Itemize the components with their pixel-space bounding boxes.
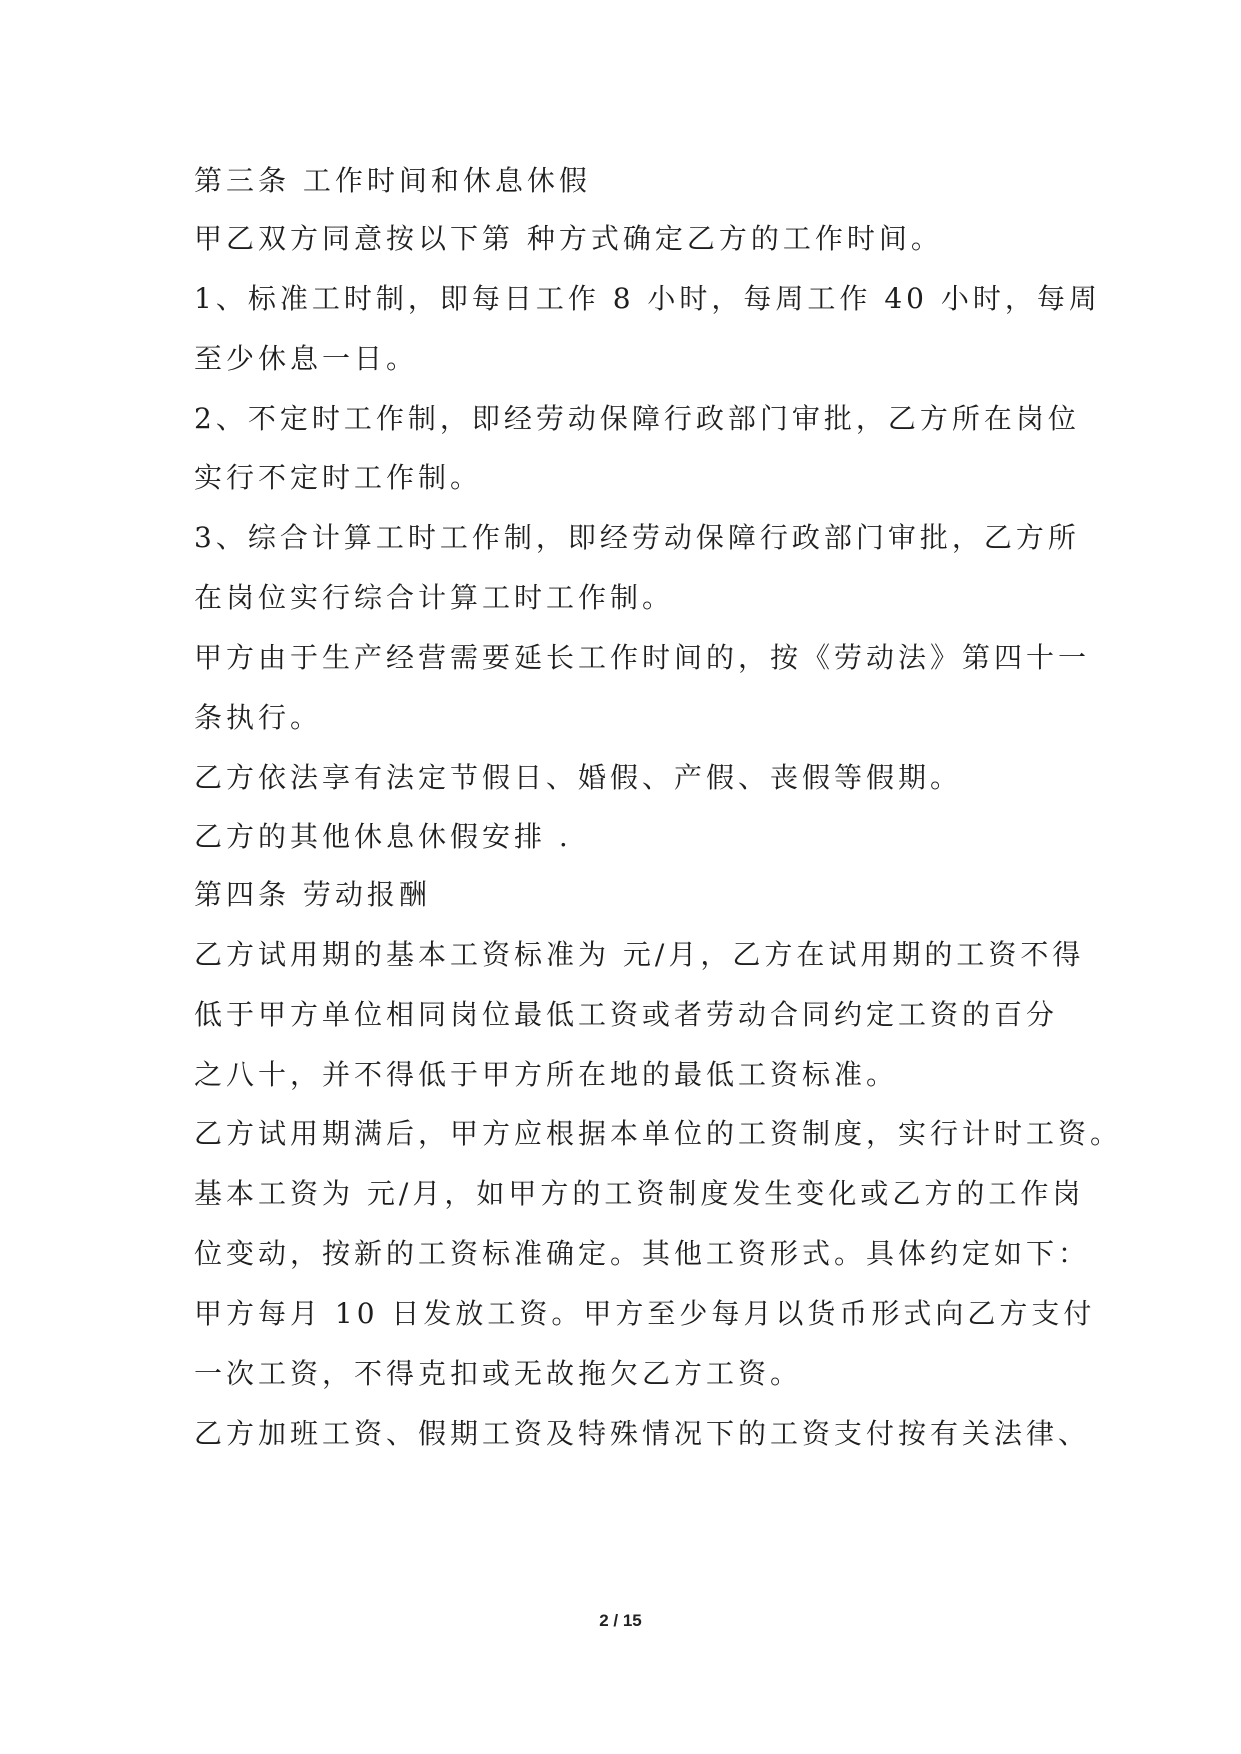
text-line: 低于甲方单位相同岗位最低工资或者劳动合同约定工资的百分 bbox=[194, 998, 1059, 1031]
text-line: 条执行。 bbox=[194, 701, 323, 734]
text-line: 位变动，按新的工资标准确定。其他工资形式。具体约定如下： bbox=[194, 1237, 1091, 1270]
text-line: 乙方试用期的基本工资标准为 元/月，乙方在试用期的工资不得 bbox=[194, 938, 1085, 971]
text-line: 在岗位实行综合计算工时工作制。 bbox=[194, 581, 675, 614]
text-line: 至少休息一日。 bbox=[194, 342, 419, 375]
text-line: 基本工资为 元/月，如甲方的工资制度发生变化或乙方的工作岗 bbox=[194, 1177, 1085, 1210]
text-line: 2、不定时工作制，即经劳动保障行政部门审批，乙方所在岗位 bbox=[194, 402, 1080, 435]
document-body bbox=[194, 0, 1123, 1754]
text-line: 乙方加班工资、假期工资及特殊情况下的工资支付按有关法律、 bbox=[194, 1417, 1091, 1450]
heading-article-3: 第三条 工作时间和休息休假 bbox=[194, 164, 591, 197]
text-line: 甲方由于生产经营需要延长工作时间的，按《劳动法》第四十一 bbox=[194, 641, 1091, 674]
text-line: 乙方试用期满后，甲方应根据本单位的工资制度，实行计时工资。 bbox=[194, 1117, 1123, 1150]
text-line: 一次工资，不得克扣或无故拖欠乙方工资。 bbox=[194, 1357, 803, 1390]
text-line: 甲乙双方同意按以下第 种方式确定乙方的工作时间。 bbox=[194, 222, 943, 255]
heading-article-4: 第四条 劳动报酬 bbox=[194, 878, 431, 911]
text-line: 之八十，并不得低于甲方所在地的最低工资标准。 bbox=[194, 1058, 899, 1091]
text-line: 1、标准工时制，即每日工作 8 小时，每周工作 40 小时，每周 bbox=[194, 282, 1101, 315]
text-line: 乙方的其他休息休假安排 . bbox=[194, 820, 572, 853]
page-number: 2 / 15 bbox=[599, 1611, 642, 1630]
text-line: 实行不定时工作制。 bbox=[194, 461, 483, 494]
text-line: 乙方依法享有法定节假日、婚假、产假、丧假等假期。 bbox=[194, 761, 963, 794]
text-line: 甲方每月 10 日发放工资。甲方至少每月以货币形式向乙方支付 bbox=[194, 1297, 1096, 1330]
text-line: 3、综合计算工时工作制，即经劳动保障行政部门审批，乙方所 bbox=[194, 521, 1080, 554]
